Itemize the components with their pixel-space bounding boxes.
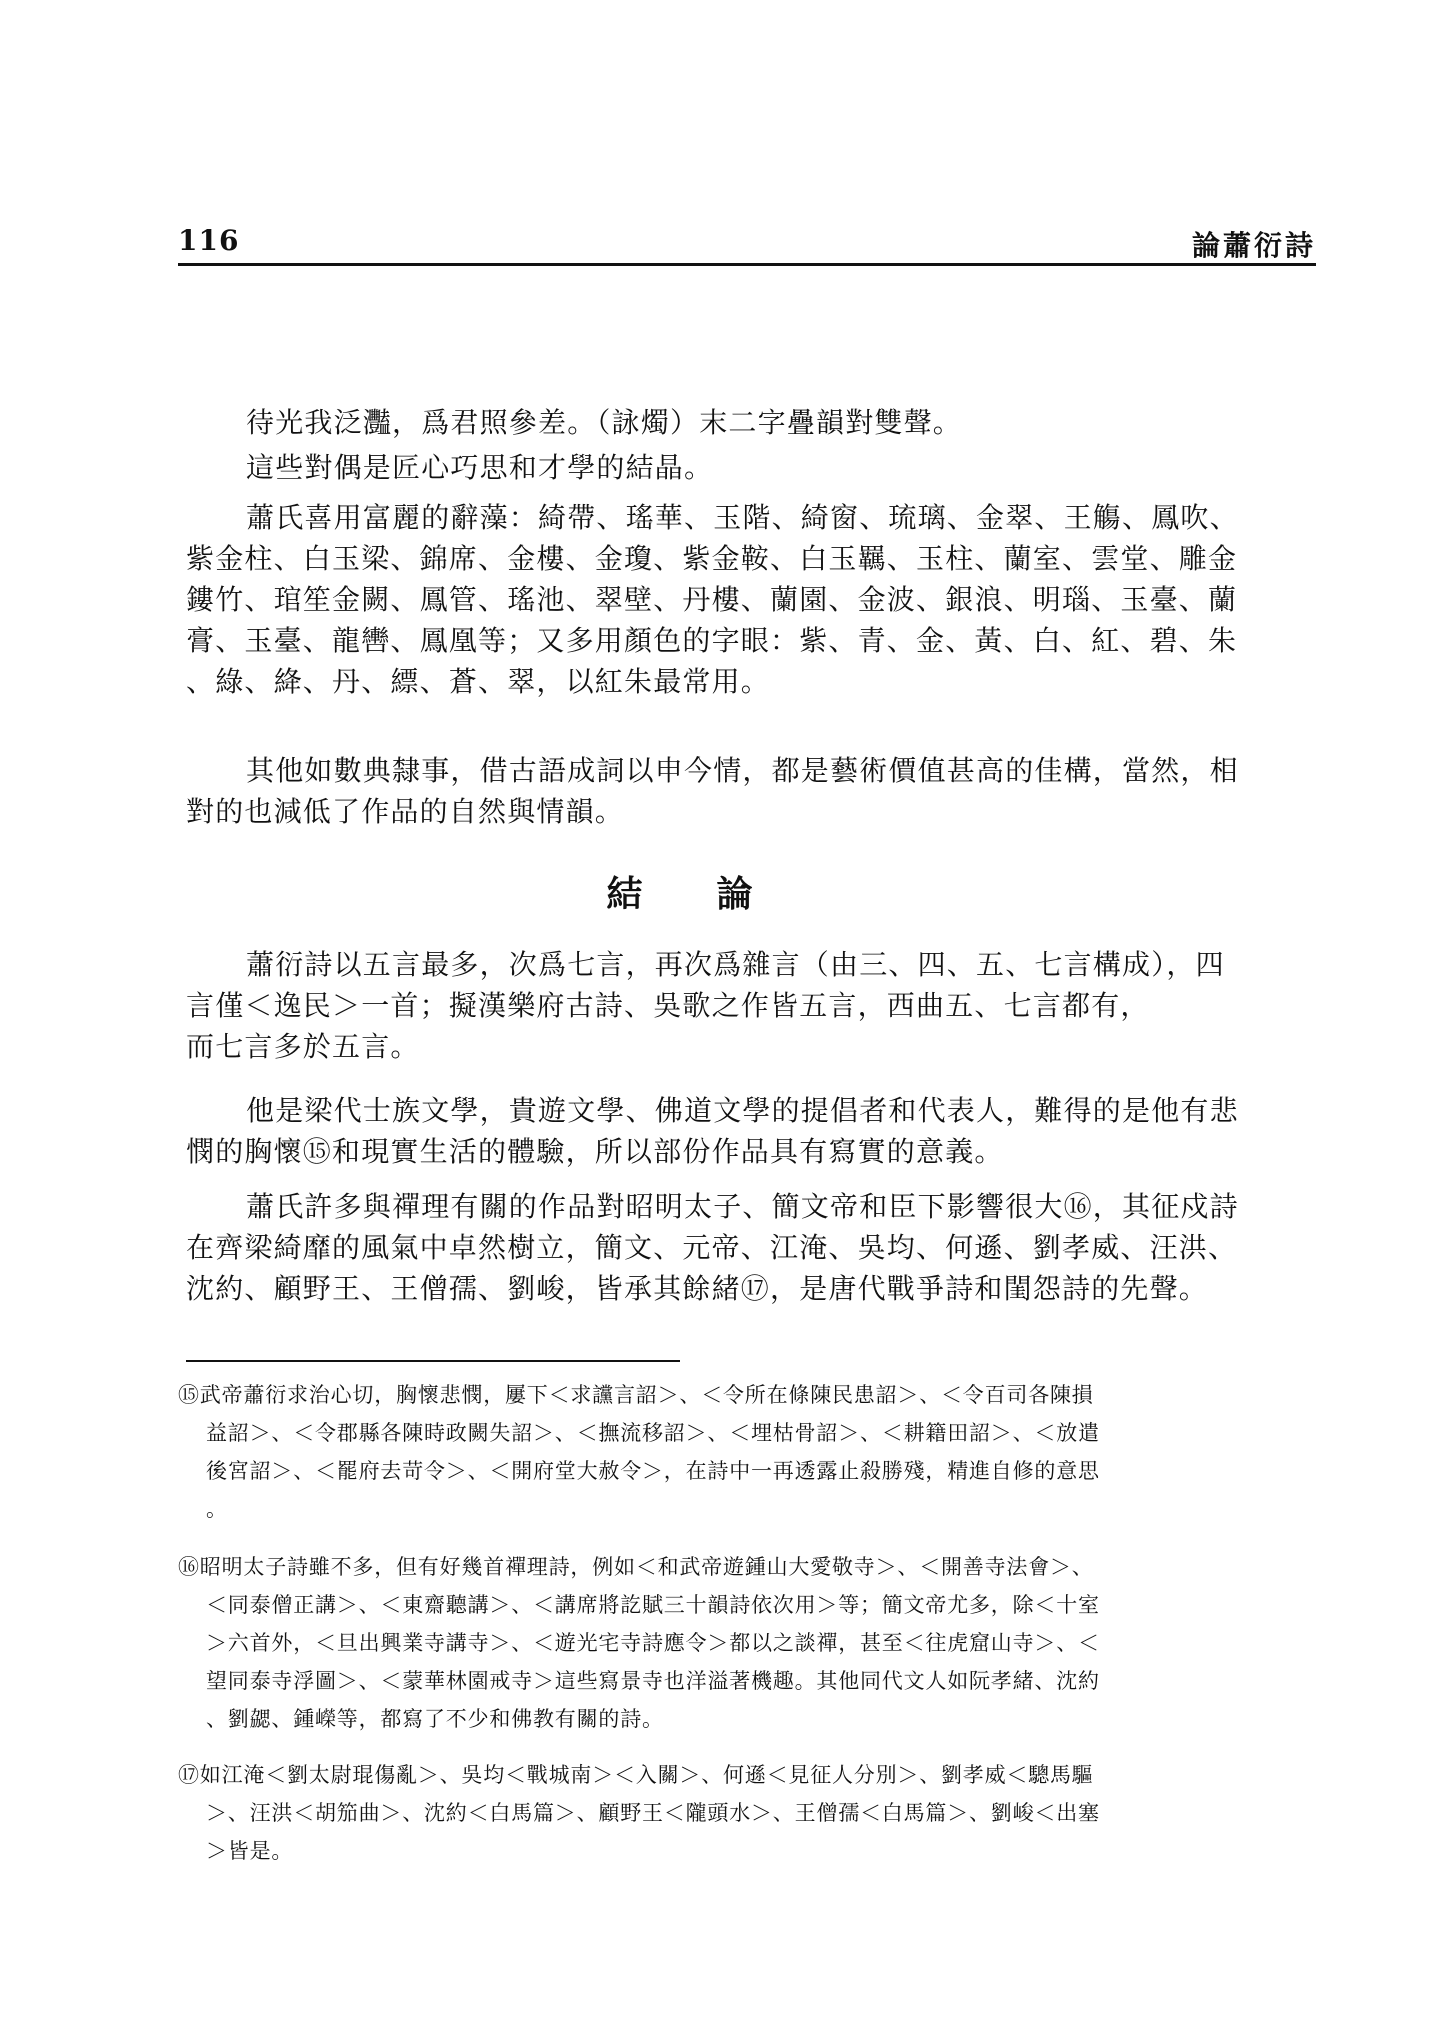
running-title: 論蕭衍詩 bbox=[1191, 229, 1316, 262]
text-line: 對的也減低了作品的自然與情韻。 bbox=[186, 795, 625, 828]
text-line: 待光我泛灩，爲君照參差。（詠燭）末二字疊韻對雙聲。 bbox=[246, 406, 963, 439]
footnote-line: 、劉勰、鍾嶸等，都寫了不少和佛教有關的詩。 bbox=[206, 1707, 664, 1731]
footnote-line: 望同泰寺浮圖＞、＜蒙華林園戒寺＞這些寫景寺也洋溢著機趣。其他同代文人如阮孝緒、沈約 bbox=[206, 1669, 1100, 1693]
text-line: 紫金柱、白玉梁、錦席、金樓、金瓊、紫金鞍、白玉羈、玉柱、蘭室、雲堂、雕金 bbox=[186, 542, 1238, 575]
footnote-line: ＞皆是。 bbox=[206, 1839, 294, 1863]
conclusion-paragraph bbox=[186, 1090, 1260, 1172]
header-rule bbox=[178, 263, 1316, 266]
conclusion-paragraph bbox=[186, 944, 1260, 1067]
footnote-line: ⑰如江淹＜劉太尉琨傷亂＞、吳均＜戰城南＞＜入關＞、何遜＜見征人分別＞、劉孝威＜驄馬驅 bbox=[178, 1763, 1094, 1787]
text-line: 、綠、絳、丹、縹、蒼、翠，以紅朱最常用。 bbox=[186, 665, 771, 698]
section-heading: 結論 bbox=[606, 873, 827, 915]
footnote-line: ⑮武帝蕭衍求治心切，胸懷悲憫，屢下＜求讜言詔＞、＜令所在條陳民患詔＞、＜令百司各陳損 bbox=[178, 1383, 1094, 1407]
footnote-line: 益詔＞、＜令郡縣各陳時政闕失詔＞、＜撫流移詔＞、＜埋枯骨詔＞、＜耕籍田詔＞、＜放遣 bbox=[206, 1421, 1100, 1445]
text-line: 蕭氏喜用富麗的辭藻：綺帶、瑤華、玉階、綺窗、琉璃、金翠、王觴、鳳吹、 bbox=[246, 501, 1239, 534]
footnote-line: 。 bbox=[206, 1497, 228, 1521]
text-line: 其他如數典隸事，借古語成詞以申今情，都是藝術價值甚高的佳構，當然，相 bbox=[246, 754, 1239, 787]
text-line: 蕭衍詩以五言最多，次爲七言，再次爲雜言（由三、四、五、七言構成），四 bbox=[246, 948, 1225, 981]
footnote-line: ⑯昭明太子詩雖不多，但有好幾首禪理詩，例如＜和武帝遊鍾山大愛敬寺＞、＜開善寺法會＞、 bbox=[178, 1555, 1094, 1579]
body-paragraph bbox=[186, 750, 1260, 832]
page-number: 116 bbox=[178, 224, 240, 257]
footnote-line: ＞、汪洪＜胡笳曲＞、沈約＜白馬篇＞、顧野王＜隴頭水＞、王僧孺＜白馬篇＞、劉峻＜出塞 bbox=[206, 1801, 1100, 1825]
conclusion-paragraph bbox=[186, 1186, 1260, 1309]
text-line: 這些對偶是匠心巧思和才學的結晶。 bbox=[246, 451, 714, 484]
footnote-line: ＞六首外，＜旦出興業寺講寺＞、＜遊光宅寺詩應令＞都以之談禪，甚至＜往虎窟山寺＞、＜ bbox=[206, 1631, 1100, 1655]
footnote-15 bbox=[178, 1376, 1278, 1528]
text-line: 憫的胸懷⑮和現實生活的體驗，所以部份作品具有寫實的意義。 bbox=[186, 1135, 1004, 1168]
footnote-rule bbox=[186, 1360, 680, 1362]
text-line: 沈約、顧野王、王僧孺、劉峻，皆承其餘緒⑰，是唐代戰爭詩和閨怨詩的先聲。 bbox=[186, 1272, 1209, 1305]
footnote-line: ＜同泰僧正講＞、＜東齋聽講＞、＜講席將訖賦三十韻詩依次用＞等；簡文帝尤多，除＜十室 bbox=[206, 1593, 1100, 1617]
footnote-16 bbox=[178, 1548, 1278, 1738]
page-header bbox=[178, 220, 1316, 264]
text-line: 膏、玉臺、龍轡、鳳凰等；又多用顏色的字眼：紫、青、金、黃、白、紅、碧、朱 bbox=[186, 624, 1238, 657]
text-line: 言僅＜逸民＞一首；擬漢樂府古詩、吳歌之作皆五言，西曲五、七言都有， bbox=[186, 989, 1150, 1022]
text-line: 鏤竹、琯笙金闕、鳳管、瑤池、翠壁、丹樓、蘭園、金波、銀浪、明瑙、玉臺、蘭 bbox=[186, 583, 1238, 616]
text-line: 蕭氏許多與禪理有關的作品對昭明太子、簡文帝和臣下影響很大⑯，其征戍詩 bbox=[246, 1190, 1239, 1223]
text-line: 而七言多於五言。 bbox=[186, 1030, 420, 1063]
body-paragraph bbox=[186, 402, 1260, 443]
text-line: 他是梁代士族文學，貴遊文學、佛道文學的提倡者和代表人，難得的是他有悲 bbox=[246, 1094, 1239, 1127]
body-paragraph bbox=[186, 447, 1260, 488]
footnote-line: 後宮詔＞、＜罷府去苛令＞、＜開府堂大赦令＞，在詩中一再透露止殺勝殘，精進自修的意思 bbox=[206, 1459, 1100, 1483]
footnote-17 bbox=[178, 1756, 1278, 1870]
text-line: 在齊梁綺靡的風氣中卓然樹立，簡文、元帝、江淹、吳均、何遜、劉孝威、汪洪、 bbox=[186, 1231, 1238, 1264]
body-paragraph bbox=[186, 497, 1260, 702]
